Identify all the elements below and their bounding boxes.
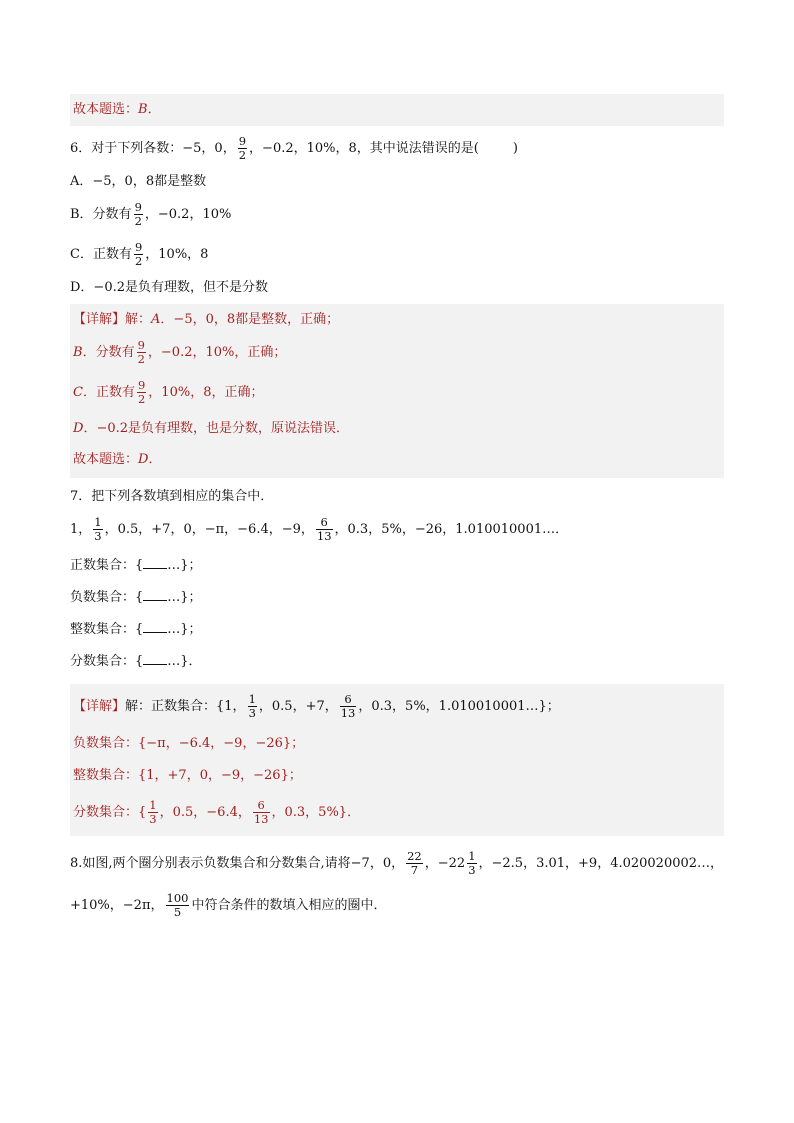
q5-answer-choice: B bbox=[138, 102, 148, 117]
q6-analysis-l3-a: ．正数有 bbox=[82, 385, 135, 400]
q8-c: ，−2.5̇，3.01，+9，4.020020002…， bbox=[478, 856, 724, 871]
answer-blank[interactable] bbox=[143, 652, 167, 665]
q6-analysis-line-3 bbox=[73, 373, 721, 413]
q6-option-c-post: ，10%，8 bbox=[145, 247, 209, 262]
set-tail: …}； bbox=[167, 590, 202, 605]
q7-analysis-l4-c: ，0.3，5%}． bbox=[271, 805, 361, 820]
q7-analysis-line-2: 负数集合：{−π，−6.4，−9，−26}； bbox=[73, 736, 305, 751]
fraction-9-2: $\frac{9}{2}$ bbox=[134, 240, 143, 268]
answer-blank[interactable] bbox=[143, 620, 167, 633]
q6-option-b-post: ，−0.2，10% bbox=[144, 207, 232, 222]
set-tail-last: …}． bbox=[167, 654, 202, 669]
q7-analysis-l1-c: ，0.3，5%，1.010010001…}； bbox=[358, 699, 560, 714]
q7-analysis-line-4 bbox=[73, 792, 721, 834]
q6-analysis-line-2 bbox=[73, 333, 721, 373]
q7-analysis-l1-b: ，0.5，+7， bbox=[258, 699, 338, 714]
q7-numbers-a: 1， bbox=[70, 522, 92, 537]
q6-option-a: A．−5，0，8都是整数 bbox=[70, 174, 207, 189]
q6-analysis-line-5 bbox=[73, 445, 721, 475]
q6-analysis-l2-a: ．分数有 bbox=[82, 345, 135, 360]
fraction-1-3: $\frac{1}{3}$ bbox=[248, 692, 256, 720]
q6-option-b bbox=[70, 198, 724, 232]
q6-analysis-l2-b-letter: B bbox=[73, 345, 83, 360]
analysis-tag: 【详解】 bbox=[73, 699, 126, 714]
q7-integer-set bbox=[70, 614, 724, 646]
q7-analysis-block bbox=[70, 684, 724, 836]
q6-stem-b: ，−0.2，10%，8，其中说法错误的是( bbox=[249, 141, 479, 156]
fraction-6-13: $\frac{6}{13}$ bbox=[253, 798, 269, 826]
q6-option-d: D．−0.2是负有理数，但不是分数 bbox=[70, 280, 268, 295]
q7-analysis-line-1 bbox=[73, 686, 721, 728]
q6-analysis-l5-post: ． bbox=[148, 452, 162, 467]
q8-line-1 bbox=[70, 842, 724, 886]
q7-analysis-l4-a: 分数集合：{ bbox=[73, 805, 147, 820]
fraction-9-2: $\frac{9}{2}$ bbox=[137, 378, 146, 406]
fraction-1-3: $\frac{1}{3}$ bbox=[149, 798, 157, 826]
q6-stem-a: 6．对于下列各数：−5，0， bbox=[70, 141, 236, 156]
fraction-1-3: $\frac{1}{3}$ bbox=[94, 515, 102, 543]
q6-analysis-l5-pre: 故本题选： bbox=[73, 452, 139, 467]
q7-numbers-c: ，0.3，5%，−26，1.010010001…． bbox=[334, 522, 569, 537]
answer-blank[interactable] bbox=[143, 556, 167, 569]
q7-fraction-set bbox=[70, 646, 724, 678]
q5-answer-suffix: ． bbox=[147, 102, 161, 117]
fraction-22-7: $\frac{22}{7}$ bbox=[407, 849, 422, 877]
q5-answer-prefix: 故本题选： bbox=[73, 102, 139, 117]
q6-analysis-block bbox=[70, 304, 724, 478]
q6-analysis-l1-pre: 解： bbox=[125, 312, 152, 327]
q6-stem bbox=[70, 132, 724, 166]
fraction-1-3: $\frac{1}{3}$ bbox=[468, 849, 476, 877]
integer-set-label: 整数集合：{ bbox=[70, 622, 144, 637]
q6-stem-close: ) bbox=[512, 141, 518, 156]
fraction-9-2: $\frac{9}{2}$ bbox=[134, 200, 142, 228]
q8-e: 中符合条件的数填入相应的圈中． bbox=[191, 898, 387, 913]
q7-analysis-l1-a: 解：正数集合：{1， bbox=[125, 699, 246, 714]
q6-analysis-l4-d-letter: D bbox=[73, 421, 84, 436]
fraction-set-label: 分数集合：{ bbox=[70, 654, 144, 669]
q6-analysis-l2-b: ，−0.2，10%，正确； bbox=[147, 345, 287, 360]
fraction-6-13: $\frac{6}{13}$ bbox=[340, 692, 356, 720]
fraction-9-2: $\frac{9}{2}$ bbox=[137, 338, 145, 366]
q8-d: +10%，−2π， bbox=[70, 898, 164, 913]
q6-analysis-line-1 bbox=[73, 307, 721, 333]
q8-line-2 bbox=[70, 886, 724, 926]
q6-analysis-line-4 bbox=[73, 413, 721, 445]
q6-analysis-l5-d: D bbox=[138, 452, 149, 467]
document-page bbox=[70, 94, 724, 926]
answer-blank[interactable] bbox=[143, 588, 167, 601]
q6-analysis-l1-a: A bbox=[151, 312, 161, 327]
q7-negative-set bbox=[70, 582, 724, 614]
q6-analysis-l1-b: ．−5，0，8都是整数，正确； bbox=[160, 312, 340, 327]
q7-title: 7．把下列各数填到相应的集合中． bbox=[70, 489, 274, 504]
q6-option-c-pre: C．正数有 bbox=[70, 247, 132, 262]
q7-positive-set bbox=[70, 550, 724, 582]
analysis-tag: 【详解】 bbox=[73, 312, 126, 327]
q6-analysis-l4-b: ．−0.2是负有理数，也是分数，原说法错误． bbox=[83, 421, 350, 436]
q8-a: 8.如图,两个圈分别表示负数集合和分数集合,请将−7，0， bbox=[70, 856, 405, 871]
fraction-9-2: $\frac{9}{2}$ bbox=[238, 134, 247, 162]
q6-analysis-l3-b: ，10%，8，正确； bbox=[148, 385, 264, 400]
set-tail: …}； bbox=[167, 558, 202, 573]
q5-answer-line bbox=[70, 94, 724, 126]
q7-numbers-b: ，0.5，+7，0，−π，−6.4，−9， bbox=[104, 522, 314, 537]
q7-numbers bbox=[70, 510, 724, 550]
q8-b: ，−22 bbox=[424, 856, 466, 871]
set-tail: …}； bbox=[167, 622, 202, 637]
negative-set-label: 负数集合：{ bbox=[70, 590, 144, 605]
positive-set-label: 正数集合：{ bbox=[70, 558, 144, 573]
q6-option-c bbox=[70, 238, 724, 272]
q6-option-b-pre: B．分数有 bbox=[70, 207, 132, 222]
q7-analysis-line-3: 整数集合：{1，+7，0，−9，−26}； bbox=[73, 768, 302, 783]
fraction-100-5: $\frac{100}{5}$ bbox=[166, 891, 189, 919]
fraction-6-13: $\frac{6}{13}$ bbox=[316, 515, 332, 543]
q7-analysis-l4-b: ，0.5，−6.4， bbox=[159, 805, 251, 820]
q6-analysis-l3-c-letter: C bbox=[73, 385, 83, 400]
